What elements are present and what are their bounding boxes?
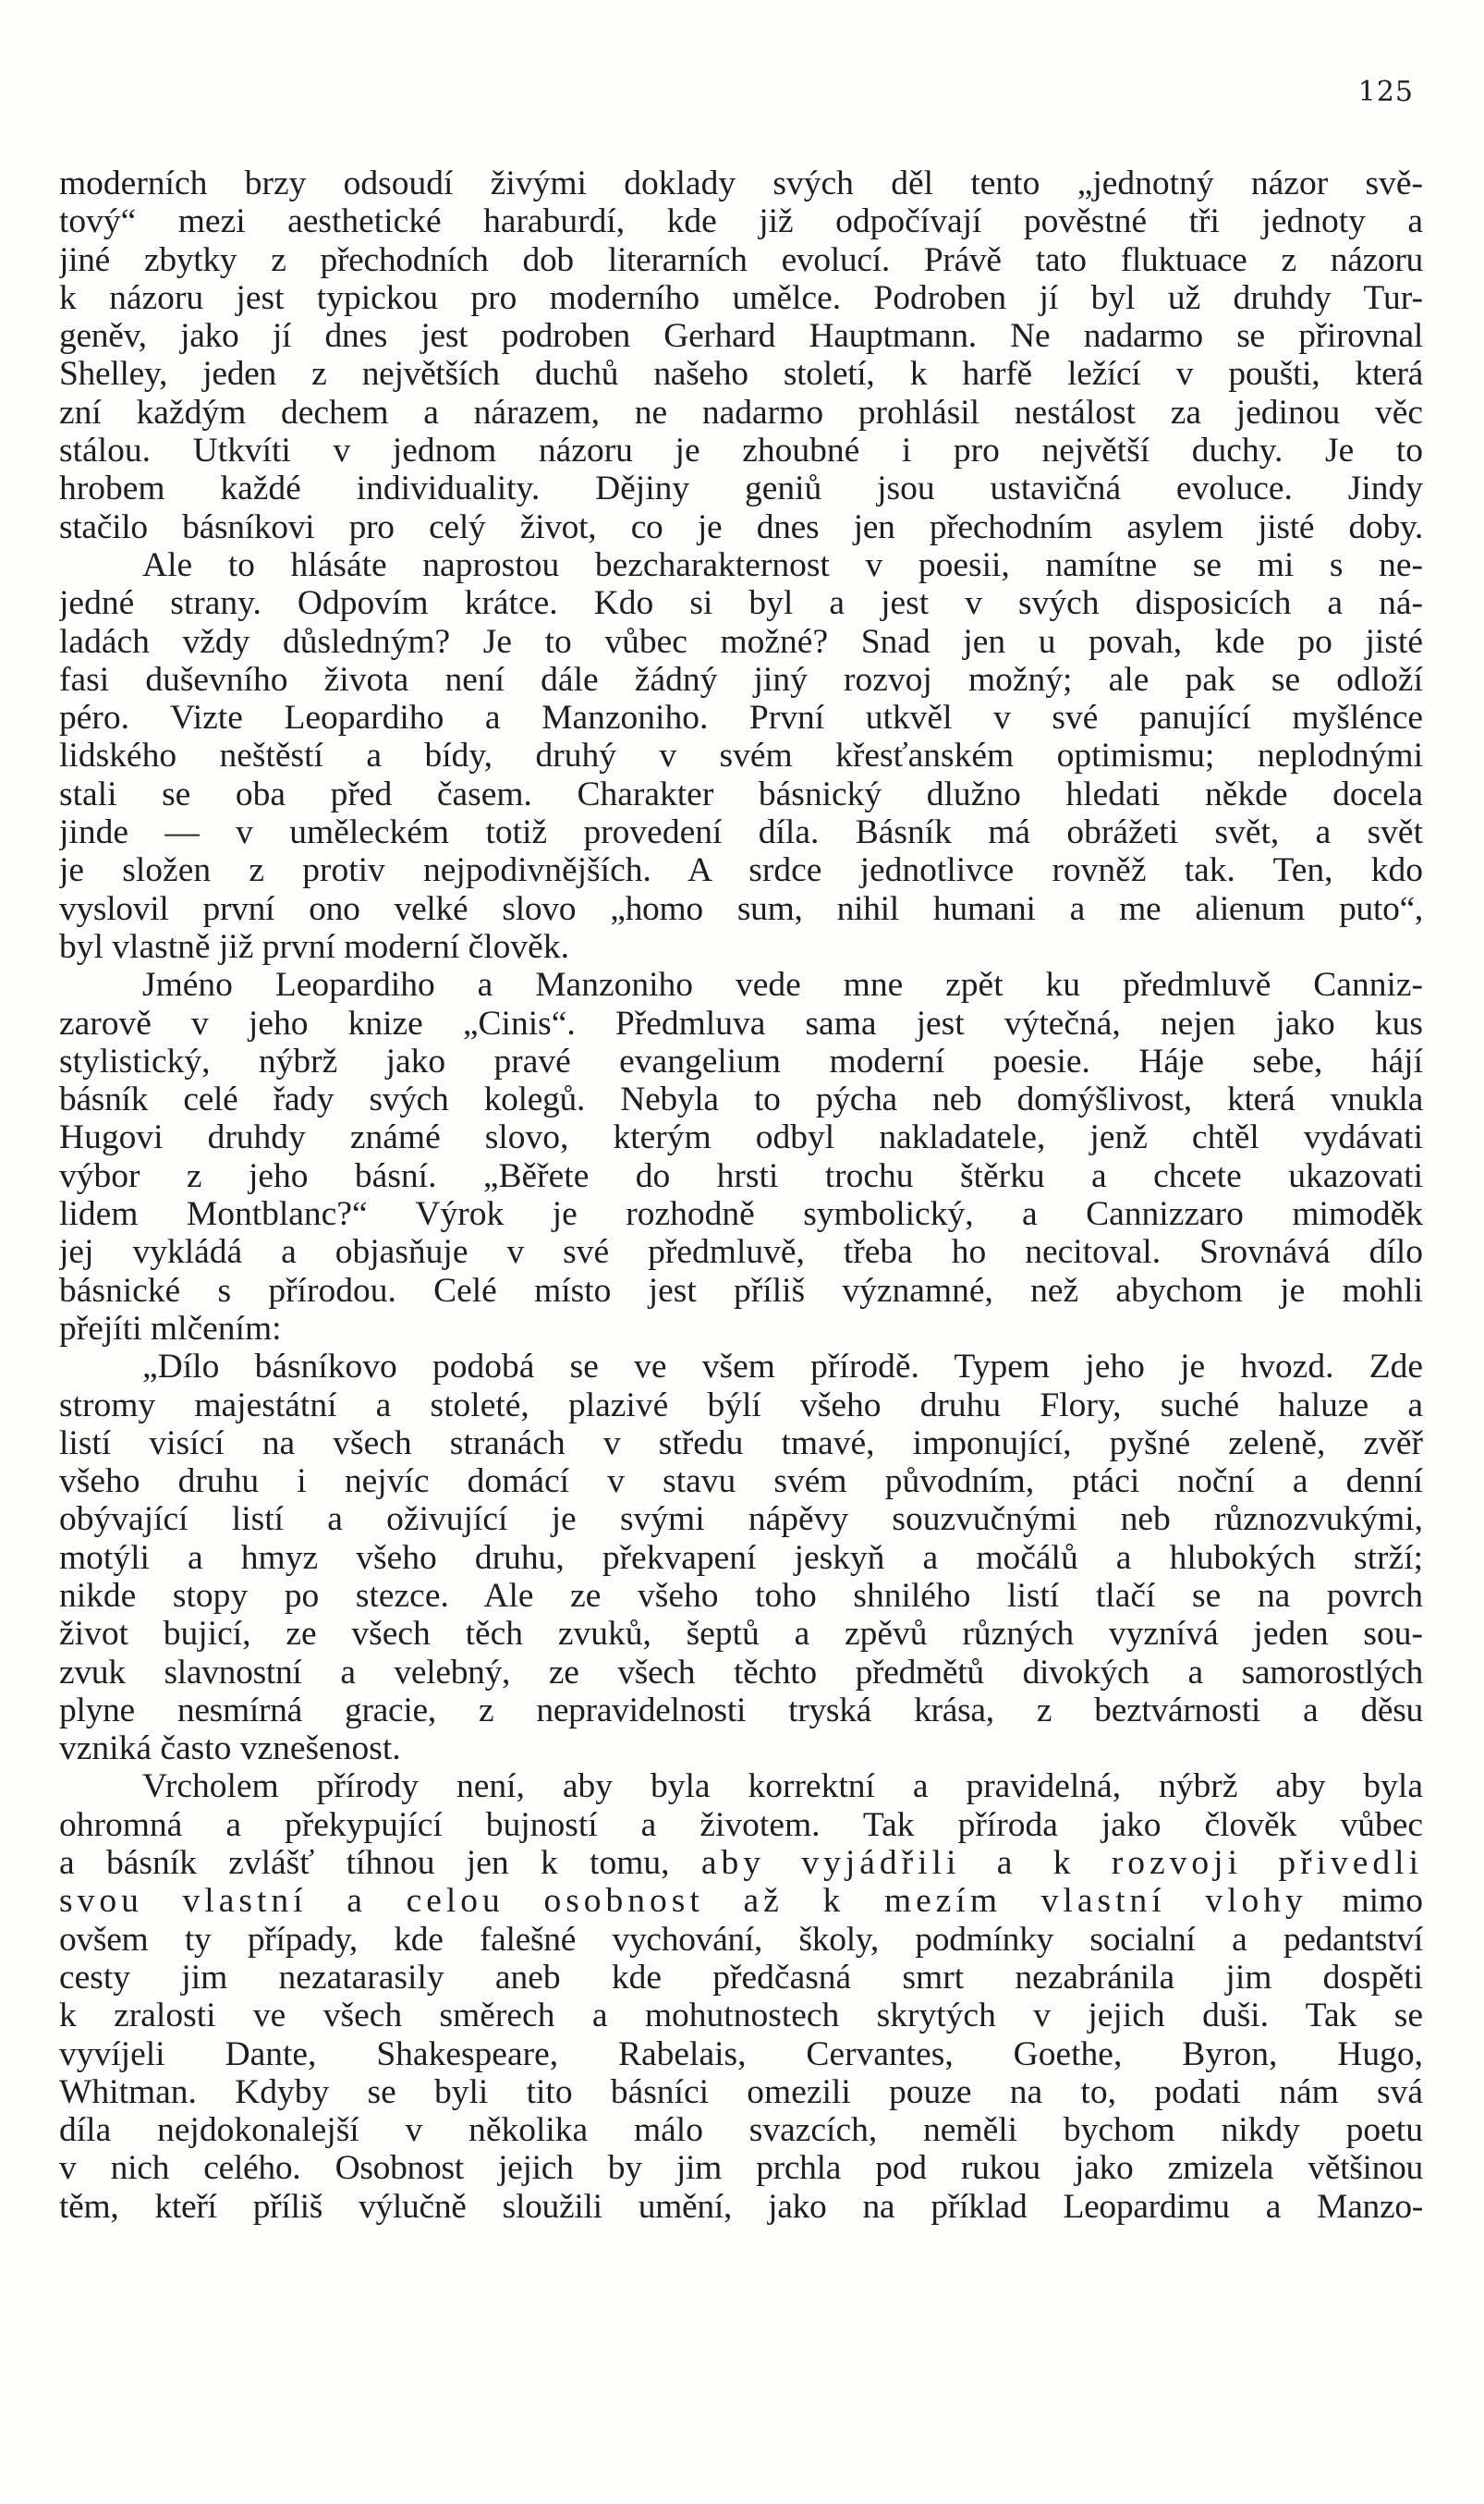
text-line: a básník zvlášť tíhnou jen k tomu, aby vyjádřili a k rozvoji přivedli (59, 1844, 1423, 1883)
text-line: svou vlastní a celou osobnost až k mezím vlastní vlohy mimo (59, 1882, 1423, 1921)
text-line: stali se oba před časem. Charakter básnický dlužno hledati někde docela (59, 775, 1423, 813)
text-line: zvuk slavnostní a velebný, ze všech těchto předmětů divokých a samorostlých (59, 1653, 1423, 1692)
text-line: k názoru jest typickou pro moderního umělce. Podroben jí byl už druhdy Tur- (59, 278, 1423, 317)
text-line: „Dílo básníkovo podobá se ve všem přírodě. Typem jeho je hvozd. Zde (142, 1348, 1423, 1386)
text-line: ladách vždy důsledným? Je to vůbec možné? Snad jen u povah, kde po jisté (59, 622, 1423, 661)
text-line: zarově v jeho knize „Cinis“. Předmluva sama jest výtečná, nejen jako kus (59, 1004, 1423, 1043)
text-line: vyvíjeli Dante, Shakespeare, Rabelais, Cervantes, Goethe, Byron, Hugo, (59, 2034, 1423, 2073)
text-line: básník celé řady svých kolegů. Nebyla to pýcha neb domýšlivost, která vnukla (59, 1081, 1423, 1119)
text-line: v nich celého. Osobnost jejich by jim prchla pod rukou jako zmizela většinou (59, 2149, 1423, 2188)
page-number: 125 (1357, 76, 1414, 108)
text-line: k zralosti ve všech směrech a mohutnostech skrytých v jejich duši. Tak se (59, 1997, 1423, 2035)
text-line: jedné strany. Odpovím krátce. Kdo si byl a jest v svých disposicích a ná- (59, 584, 1423, 623)
text-line: listí visící na všech stranách v středu tmavé, imponující, pyšné zeleně, zvěř (59, 1423, 1423, 1462)
text-line: všeho druhu i nejvíc domácí v stavu svém původním, ptáci noční a denní (59, 1462, 1423, 1501)
text-line: cesty jim nezatarasily aneb kde předčasná smrt nezabránila jim dospěti (59, 1958, 1423, 1997)
text-line: Shelley, jeden z největších duchů našeho století, k harfě ležící v poušti, která (59, 355, 1423, 394)
text-line: jiné zbytky z přechodních dob literarních evolucí. Právě tato fluktuace z názoru (59, 240, 1423, 279)
text-line: díla nejdokonalejší v několika málo svazcích, neměli bychom nikdy poetu (59, 2111, 1423, 2150)
text-line: Whitman. Kdyby se byli tito básníci omezili pouze na to, podati nám svá (59, 2072, 1423, 2111)
text-line: lidem Montblanc?“ Výrok je rozhodně symbolický, a Cannizzaro mimoděk (59, 1195, 1423, 1234)
text-line: péro. Vizte Leopardiho a Manzoniho. První utkvěl v své panující myšlénce (59, 699, 1423, 738)
text-line: fasi duševního života není dále žádný jiný rozvoj možný; ale pak se odloží (59, 660, 1423, 699)
text-line: vyslovil první ono velké slovo „homo sum, nihil humani a me alienum puto“, (59, 889, 1423, 928)
spaced-emphasis: aby vyjádřili a k rozvoji přivedli (700, 1844, 1423, 1883)
text-line: básnické s přírodou. Celé místo jest příliš významné, než abychom je mohli (59, 1271, 1423, 1310)
text-line: Vrcholem přírody není, aby byla korrektní a pravidelná, nýbrž aby byla (142, 1767, 1423, 1806)
text-line: jinde — v uměleckém totiž provedení díla. Básník má obrážeti svět, a svět (59, 813, 1423, 852)
text-line: hrobem každé individuality. Dějiny geniů jsou ustavičná evoluce. Jindy (59, 470, 1423, 508)
text-line: jej vykládá a objasňuje v své předmluvě, třeba ho necitoval. Srovnává dílo (59, 1233, 1423, 1272)
spaced-emphasis: svou vlastní a celou osobnost až k mezím vlastní vlohy (59, 1882, 1308, 1921)
text-line: moderních brzy odsoudí živými doklady svých děl tento „jednotný názor svě- (59, 165, 1423, 202)
text-line: stačilo básníkovi pro celý život, co je dnes jen přechodním asylem jisté doby. (59, 507, 1423, 546)
text-line: Jméno Leopardiho a Manzoniho vede mne zpět ku předmluvě Canniz- (142, 966, 1423, 1005)
text-line: stálou. Utkvíti v jednom názoru je zhoubné i pro největší duchy. Je to (59, 432, 1423, 470)
text-line: Hugovi druhdy známé slovo, kterým odbyl nakladatele, jenž chtěl vydávati (59, 1118, 1423, 1157)
text-line: byl vlastně již první moderní člověk. (59, 927, 569, 966)
text-line: zní každým dechem a nárazem, ne nadarmo prohlásil nestálost za jedinou věc (59, 393, 1423, 432)
text-line: motýli a hmyz všeho druhu, překvapení jeskyň a močálů a hlubokých strží; (59, 1538, 1423, 1577)
text-line: stromy majestátní a stoleté, plazivé býlí všeho druhu Flory, suché haluze a (59, 1386, 1423, 1424)
text-line: Ale to hlásáte naprostou bezcharakternost v poesii, namítne se mi s ne- (142, 545, 1423, 584)
text-line: vzniká často vznešenost. (59, 1729, 401, 1768)
body-text (59, 165, 1423, 2226)
text-line: výbor z jeho básní. „Běřete do hrsti trochu štěrku a chcete ukazovati (59, 1156, 1423, 1195)
text-line: je složen z protiv nejpodivnějších. A srdce jednotlivce rovněž tak. Ten, kdo (59, 851, 1423, 890)
text-line: plyne nesmírná gracie, z nepravidelnosti tryská krása, z beztvárnosti a děsu (59, 1691, 1423, 1729)
text-line: obývající listí a oživující je svými nápěvy souzvučnými neb různozvukými, (59, 1500, 1423, 1539)
text-line: přejíti mlčením: (59, 1309, 282, 1348)
text-line: lidského neštěstí a bídy, druhý v svém křesťanském optimismu; neplodnými (59, 737, 1423, 776)
text-line: těm, kteří příliš výlučně sloužili umění, jako na příklad Leopardimu a Manzo- (59, 2187, 1423, 2226)
text-line: ovšem ty případy, kde falešné vychování, školy, podmínky socialní a pedantství (59, 1920, 1423, 1959)
text-line: tový“ mezi aesthetické haraburdí, kde již odpočívají pověstné tři jednoty a (59, 202, 1423, 241)
text-line: nikde stopy po stezce. Ale ze všeho toho shnilého listí tlačí se na povrch (59, 1576, 1423, 1615)
text-line: stylistický, nýbrž jako pravé evangelium moderní poesie. Háje sebe, hájí (59, 1042, 1423, 1081)
text-line: geněv, jako jí dnes jest podroben Gerhard Hauptmann. Ne nadarmo se přirovnal (59, 317, 1423, 356)
text-line: ohromná a překypující bujností a životem. Tak příroda jako člověk vůbec (59, 1805, 1423, 1844)
text-line: život bujicí, ze všech těch zvuků, šeptů a zpěvů různých vyznívá jeden sou- (59, 1615, 1423, 1654)
